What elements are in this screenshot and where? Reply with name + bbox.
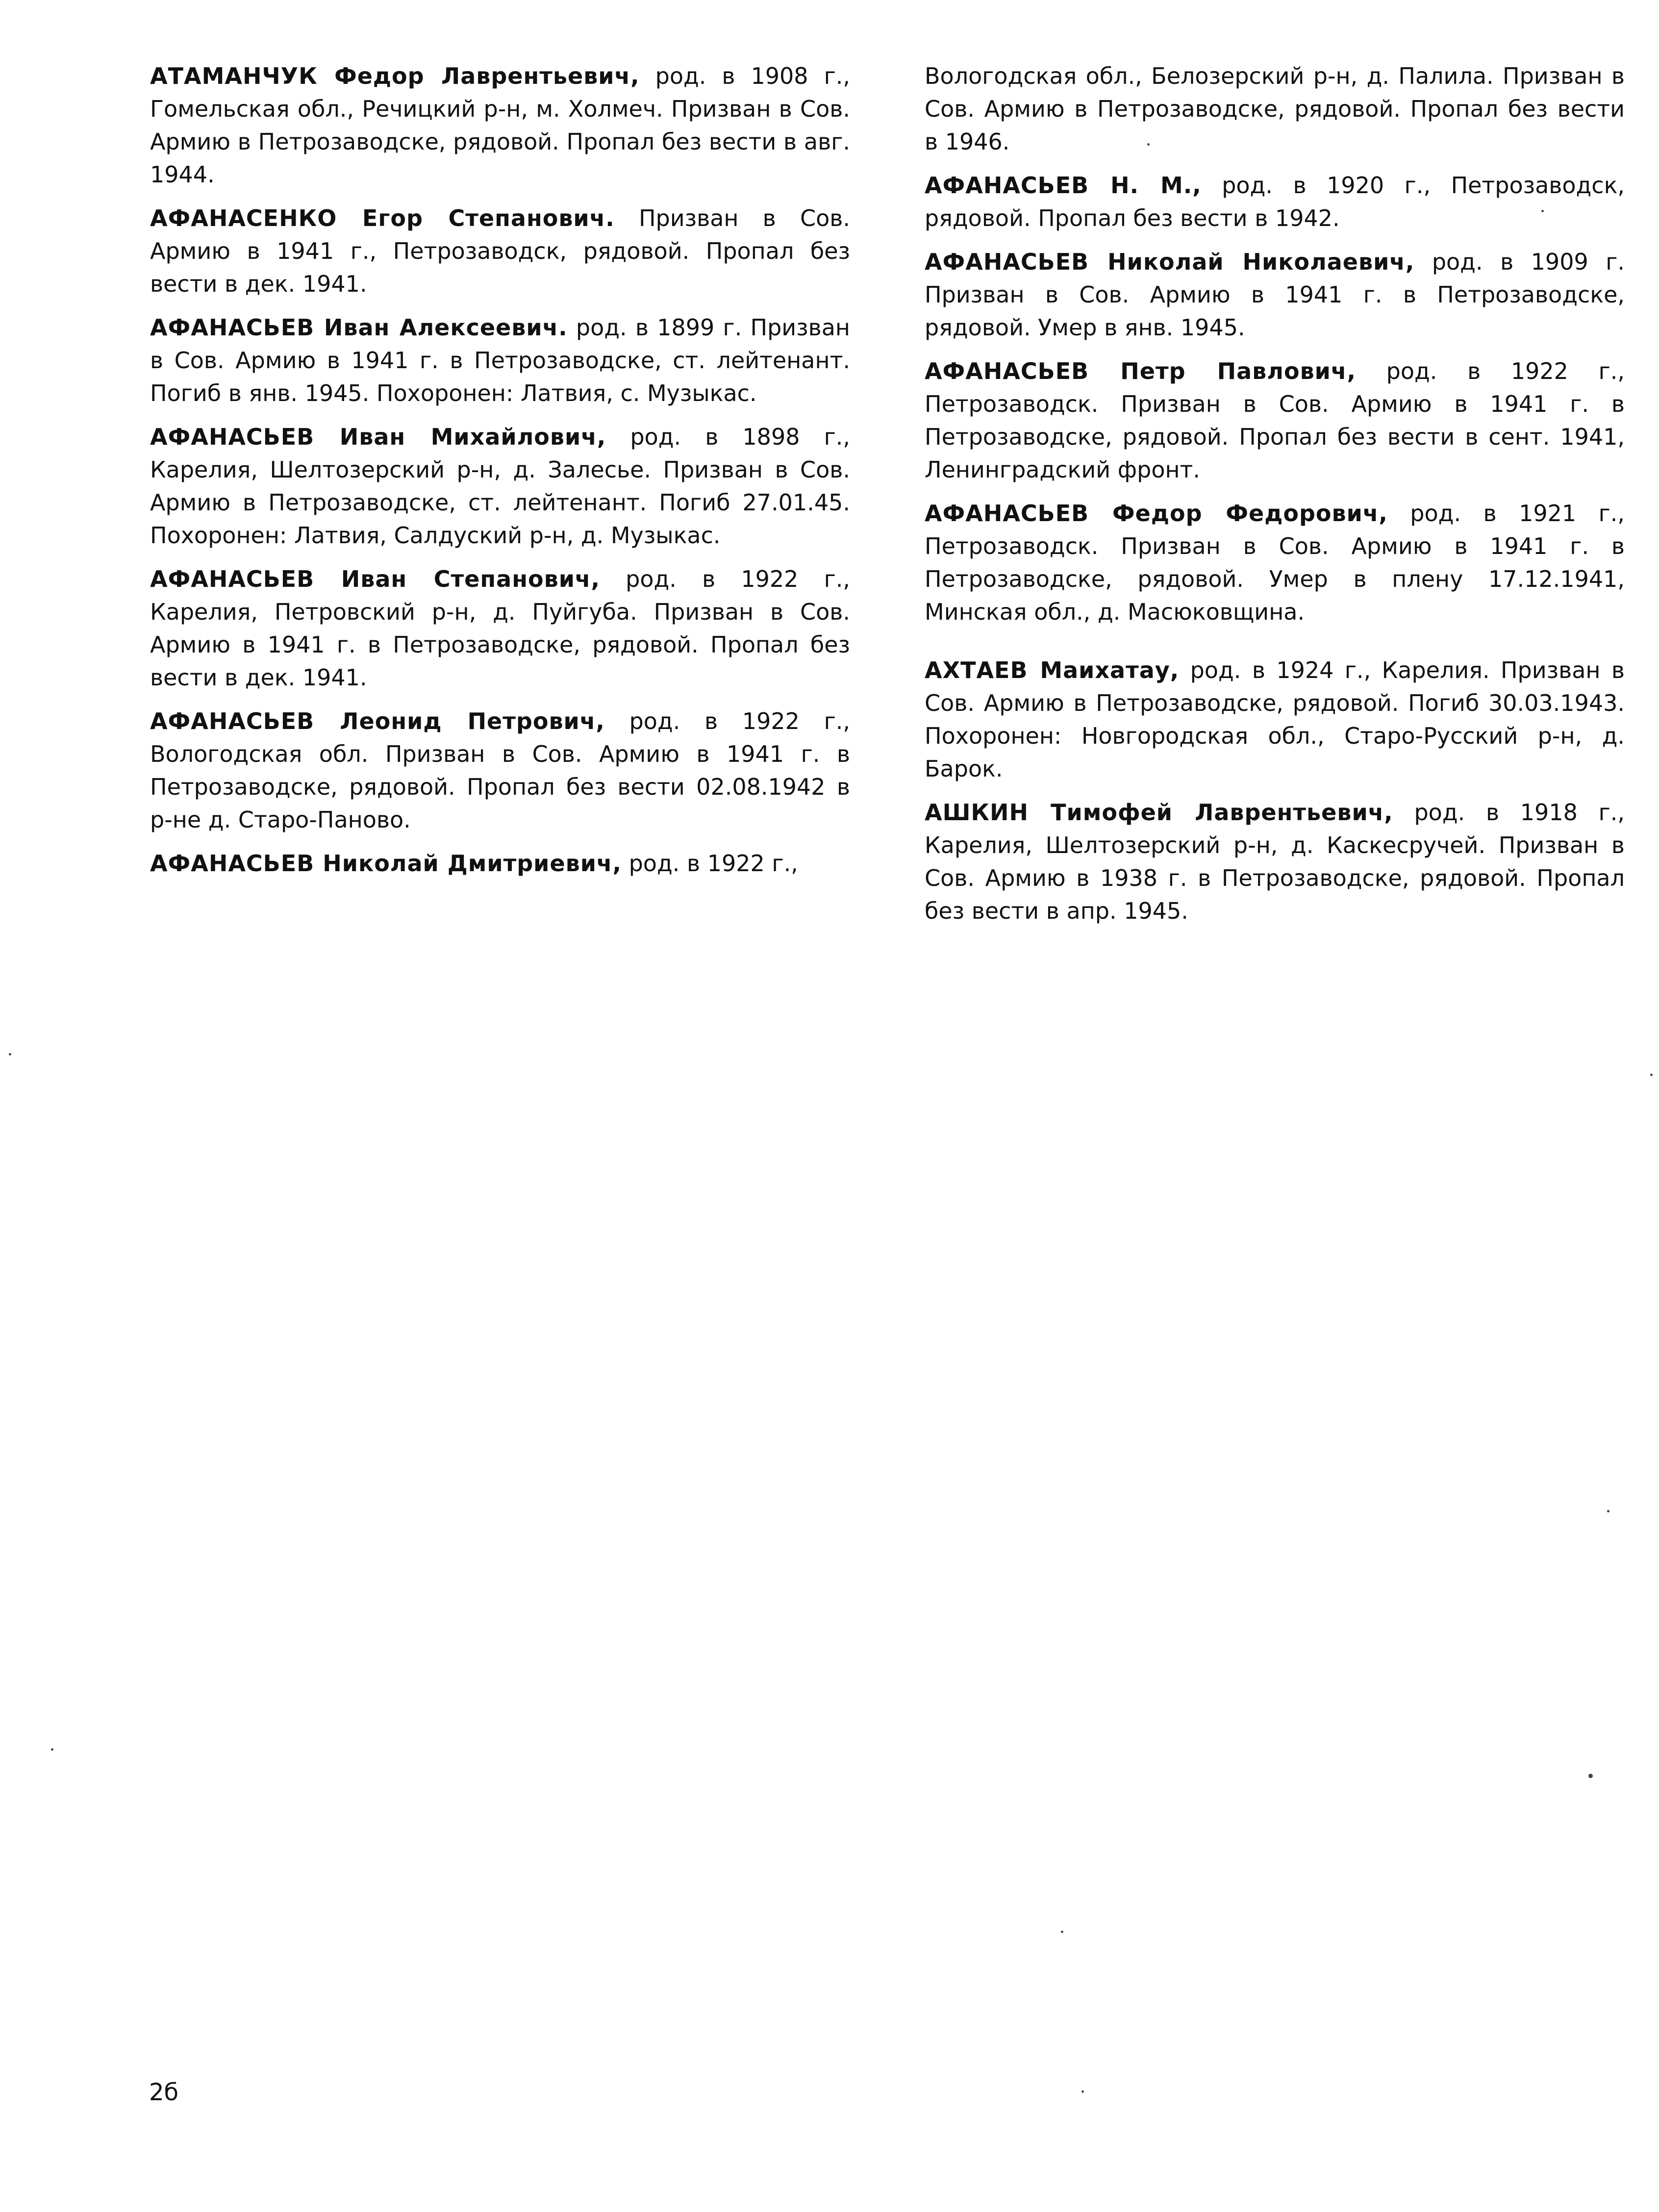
entry-text: род. в 1898 г., Карелия, Шелтозерский р-н, д. Залесье. Призван в Сов. Армию в Петрозаводске, ст. лейтенант. Погиб 27.01.45. Похоронен: Латвия, Салдуский р-н, д. Музыкас. [150,424,850,549]
entry-name: АФАНАСЕНКО Егор Степанович. [150,205,615,231]
entry-text: род. в 1899 г. Призван в Сов. Армию в 1941 г. в Петрозаводске, ст. лейтенант. Погиб в янв. 1945. Похоронен: Латвия, с. Музыкас. [150,314,851,406]
page-number: 2б [149,2079,179,2106]
entry-afanasev-ivan-mikhailovich [150,421,850,552]
scan-speck [1061,1931,1063,1933]
scan-speck [1588,1774,1593,1778]
entry-name: АФАНАСЬЕВ Николай Дмитриевич, [150,850,622,877]
entry-text: род. в 1920 г., Петрозаводск, рядовой. Пропал без вести в 1942. [925,172,1625,231]
entry-name: АФАНАСЬЕВ Н. М., [925,172,1202,199]
entry-name: АФАНАСЬЕВ Иван Степанович, [150,566,600,592]
entry-text: род. в 1918 г., Карелия, Шелтозерский р-н, д. Каскесручей. Призван в Сов. Армию в 1938 г. в Петрозаводске, рядовой. Пропал без вести в апр. 1945. [925,799,1625,924]
entry-text: род. в 1908 г., Гомельская обл., Речицкий р-н, м. Холмеч. Призван в Сов. Армию в Петрозаводске, рядовой. Пропал без вести в авг. 1944. [150,63,850,188]
scan-speck [1081,2090,1084,2093]
entry-afanasev-n-m [925,169,1625,235]
entry-name: АТАМАНЧУК Федор Лаврентьевич, [150,63,640,89]
entry-akhtaev [925,654,1625,785]
entry-name: АФАНАСЬЕВ Петр Павлович, [925,358,1356,384]
entry-name: АФАНАСЬЕВ Николай Николаевич, [925,249,1415,275]
entry-afanasev-fedor [925,497,1625,628]
entry-name: АШКИН Тимофей Лаврентьевич, [925,799,1393,826]
entry-name: АФАНАСЬЕВ Федор Федорович, [925,500,1388,527]
right-column [925,60,1625,938]
entry-text: Вологодская обл., Белозерский р-н, д. Палила. Призван в Сов. Армию в Петрозаводске, рядовой. Пропал без вести в 1946. [925,63,1625,155]
entry-afanasev-leonid [150,705,850,836]
entry-text: род. в 1921 г., Петрозаводск. Призван в Сов. Армию в 1941 г. в Петрозаводске, рядовой. Умер в плену 17.12.1941, Минская обл., д. Масюковщина. [925,500,1625,625]
scan-speck [1650,1074,1653,1076]
entry-text: род. в 1922 г., [621,850,798,877]
entry-text: род. в 1924 г., Карелия. Призван в Сов. Армию в Петрозаводске, рядовой. Погиб 30.03.1943. Похоронен: Новгородская обл., Старо-Русский р-н, д. Барок. [925,657,1625,782]
entry-text: род. в 1922 г., Петрозаводск. Призван в Сов. Армию в 1941 г. в Петрозаводске, рядовой. Пропал без вести в сент. 1941, Ленинградский фронт. [925,358,1625,483]
entry-name: АФАНАСЬЕВ Иван Алексеевич. [150,314,568,341]
entry-afanasev-nikolai-dmitrievich [150,847,850,880]
entry-afanasev-ivan-alekseevich [150,311,850,410]
entry-text: Призван в Сов. Армию в 1941 г., Петрозаводск, рядовой. Пропал без вести в дек. 1941. [150,205,850,297]
entry-name: АФАНАСЬЕВ Иван Михайлович, [150,424,606,450]
entry-afanasev-petr [925,355,1625,486]
entry-text: род. в 1922 г., Вологодская обл. Призван в Сов. Армию в 1941 г. в Петрозаводске, рядовой. Пропал без вести 02.08.1942 в р-не д. Старо-Паново. [150,708,850,833]
entry-text: род. в 1909 г. Призван в Сов. Армию в 1941 г. в Петрозаводске, рядовой. Умер в янв. 1945. [925,249,1625,341]
scan-speck [1147,143,1150,146]
left-column [150,60,850,891]
entry-name: АХТАЕВ Маихатау, [925,657,1180,683]
scan-speck [51,1748,53,1751]
entry-text: род. в 1922 г., Карелия, Петровский р-н, д. Пуйгуба. Призван в Сов. Армию в 1941 г. в Петрозаводске, рядовой. Пропал без вести в дек. 1941. [150,566,850,691]
scan-speck [1607,1510,1609,1512]
scan-speck [1541,210,1544,212]
entry-afanasev-nikolai-nikolaevich [925,246,1625,344]
entry-atamanchuk [150,60,850,191]
entry-afanasenko [150,202,850,301]
entry-afanasev-ivan-stepanovich [150,563,850,694]
scan-speck [9,1053,11,1056]
entry-name: АФАНАСЬЕВ Леонид Петрович, [150,708,605,734]
entry-continuation [925,60,1625,158]
entry-ashkin [925,796,1625,928]
